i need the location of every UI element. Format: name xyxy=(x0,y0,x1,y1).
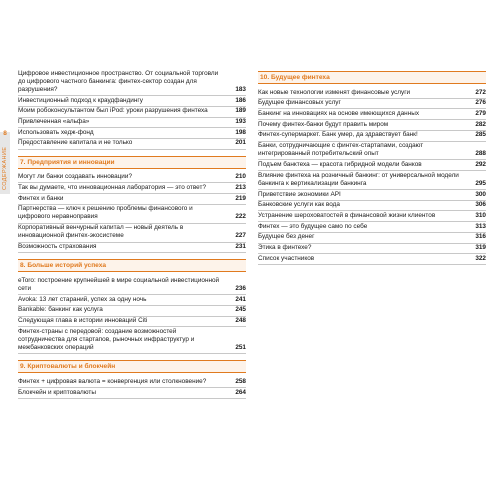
toc-entry xyxy=(18,205,246,224)
toc-left-column xyxy=(18,69,246,399)
toc-entry-page: 264 xyxy=(235,388,246,396)
toc-entry-page: 306 xyxy=(475,201,486,209)
toc-entry-page: 258 xyxy=(235,377,246,385)
section-heading-text: 7. Предприятия и инновации xyxy=(20,158,115,166)
toc-entry-title: Влияние финтеха на розничный банкинг: от универсальной модели банкинга к вертикализации банкинга xyxy=(258,171,459,187)
toc-entry-title: Список участников xyxy=(258,254,315,262)
toc-entry-title: Финтех-страны с передовой: создание возможностей сотрудничества для стартапов, рыночных инфраструктур и межбанковских операций xyxy=(18,327,195,352)
toc-entry xyxy=(18,107,246,118)
toc-entry-title: Почему финтех-банки будут править миром xyxy=(258,120,389,128)
toc-entry-title: Корпоративный венчурный капитал — новый деятель в инновационной финтех-экосистеме xyxy=(18,224,184,240)
toc-entry-title: Так вы думаете, что инновационная лаборатория — это ответ? xyxy=(18,183,207,191)
toc-entry xyxy=(18,243,246,254)
toc-entry-page: 183 xyxy=(235,85,246,93)
toc-entry-page: 292 xyxy=(475,160,486,168)
toc-entry-title: Как новые технологии изменят финансовые услуги xyxy=(258,88,411,96)
toc-entry xyxy=(258,244,486,255)
toc-entry xyxy=(258,211,486,222)
toc-entry-page: 219 xyxy=(235,194,246,202)
toc-entry-page: 198 xyxy=(235,128,246,136)
toc-entry xyxy=(18,118,246,129)
toc-entry-page: 276 xyxy=(475,99,486,107)
toc-entry-title: Финтех + цифровая валюта = конвергенция или столкновение? xyxy=(18,377,207,385)
toc-entry-title: Банковские услуги как вода xyxy=(258,201,340,209)
toc-entry-page: 288 xyxy=(475,150,486,158)
toc-entry-title: Bankable: банкинг как услуга xyxy=(18,306,103,314)
toc-entry-page: 245 xyxy=(235,306,246,314)
toc-entry-title: Инвестиционный подход к краудфандингу xyxy=(18,96,143,104)
toc-entry-title: Этика в финтехе? xyxy=(258,244,312,252)
toc-entry-page: 272 xyxy=(475,88,486,96)
toc-entry xyxy=(18,276,246,295)
toc-entry-page: 310 xyxy=(475,211,486,219)
toc-entry-title: Финтех и банки xyxy=(18,194,64,202)
toc-entry xyxy=(258,201,486,212)
toc-entry-title: Финтех-супермаркет. Банк умер, да здравствует банк! xyxy=(258,131,418,139)
toc-entry xyxy=(18,295,246,306)
running-head: СОДЕРЖАНИЕ xyxy=(2,146,8,190)
toc-entry-page: 285 xyxy=(475,131,486,139)
section-heading xyxy=(18,360,246,373)
section-heading xyxy=(18,259,246,272)
toc-entry xyxy=(258,254,486,265)
toc-entry xyxy=(18,306,246,317)
toc-entry-title: Avoka: 13 лет стараний, успех за одну ночь xyxy=(18,295,147,303)
toc-entry-page: 236 xyxy=(235,284,246,292)
toc-entry-page: 210 xyxy=(235,173,246,181)
toc-entry-page: 186 xyxy=(235,96,246,104)
toc-entry xyxy=(258,160,486,171)
section-heading-text: 8. Больше историй успеха xyxy=(20,262,107,270)
toc-entry-title: Будущее финансовых услуг xyxy=(258,99,341,107)
toc-entry-page: 300 xyxy=(475,190,486,198)
toc-entry xyxy=(18,139,246,150)
toc-entry-page: 231 xyxy=(235,243,246,251)
toc-entry-page: 316 xyxy=(475,233,486,241)
toc-entry-title: Финтех — это будущее само по себе xyxy=(258,222,368,230)
toc-entry-title: Моим робоконсультантом был iPod: уроки разрушения финтеха xyxy=(18,107,208,115)
section-heading xyxy=(258,71,486,84)
toc-entry-page: 201 xyxy=(235,139,246,147)
toc-entry-page: 282 xyxy=(475,120,486,128)
toc-entry xyxy=(258,109,486,120)
toc-entry-title: Устранение шероховатостей в финансовой жизни клиентов xyxy=(258,211,436,219)
toc-entry-title: Приветствие экономики API xyxy=(258,190,341,198)
toc-entry-title: Возможность страхования xyxy=(18,243,97,251)
section-heading-text: 9. Криптовалюты и блокчейн xyxy=(20,363,116,371)
toc-entry-title: Партнерства — ключ к решению проблемы финансового и цифрового неравноправия xyxy=(18,205,193,221)
toc-entry-page: 313 xyxy=(475,222,486,230)
toc-entry xyxy=(258,88,486,99)
toc-entry xyxy=(18,194,246,205)
toc-entry xyxy=(18,224,246,243)
toc-entry xyxy=(258,190,486,201)
toc-entry-page: 227 xyxy=(235,232,246,240)
section-heading xyxy=(18,156,246,169)
toc-entry-page: 279 xyxy=(475,109,486,117)
toc-entry xyxy=(18,69,246,96)
toc-entry-page: 189 xyxy=(235,107,246,115)
toc-entry-title: Банки, сотрудничающие с финтех-стартапами, создают интегрированный потребительский опыт xyxy=(258,142,424,158)
toc-entry-title: Могут ли банки создавать инновации? xyxy=(18,173,132,181)
section-heading-text: 10. Будущее финтеха xyxy=(260,74,330,81)
toc-entry xyxy=(18,327,246,354)
toc-entry xyxy=(18,317,246,328)
toc-entry-title: eToro: построение крупнейшей в мире социальной инвестиционной сети xyxy=(18,276,220,292)
toc-entry-title: Следующая глава в истории инноваций Citi xyxy=(18,317,148,325)
toc-entry xyxy=(258,131,486,142)
toc-entry-page: 251 xyxy=(235,344,246,352)
toc-entry xyxy=(18,377,246,388)
toc-entry xyxy=(258,171,486,190)
toc-entry-page: 241 xyxy=(235,295,246,303)
toc-entry xyxy=(258,222,486,233)
toc-entry-page: 319 xyxy=(475,244,486,252)
page-number: 8 xyxy=(3,130,7,137)
toc-entry-page: 248 xyxy=(235,317,246,325)
toc-entry xyxy=(258,142,486,161)
toc-entry xyxy=(18,183,246,194)
toc-entry-page: 193 xyxy=(235,118,246,126)
toc-entry-title: Подъем банктеха — красота гибридной модели банков xyxy=(258,160,422,168)
toc-entry-title: Использовать хедж-фонд xyxy=(18,128,94,136)
toc-entry-title: Привлеченная «альфа» xyxy=(18,118,90,126)
toc-entry xyxy=(18,96,246,107)
toc-entry-page: 322 xyxy=(475,254,486,262)
toc-entry xyxy=(18,388,246,399)
toc-entry-page: 222 xyxy=(235,213,246,221)
toc-entry xyxy=(258,99,486,110)
toc-entry-title: Блокчейн и криптовалюты xyxy=(18,388,96,396)
toc-entry-title: Будущее без денег xyxy=(258,233,315,241)
toc-entry-page: 213 xyxy=(235,183,246,191)
toc-entry xyxy=(258,120,486,131)
toc-entry-title: Банкинг на инновациях на основе имеющихся данных xyxy=(258,109,420,117)
toc-entry xyxy=(18,128,246,139)
toc-right-column xyxy=(258,71,486,265)
toc-entry-title: Цифровое инвестиционное пространство. От социальной торговли до цифрового частного банкинга: финтех-сектор создан для разрушения? xyxy=(18,69,219,93)
toc-entry xyxy=(18,173,246,184)
toc-entry xyxy=(258,233,486,244)
toc-entry-title: Предоставление капитала и не только xyxy=(18,139,133,147)
toc-entry-page: 295 xyxy=(475,179,486,187)
